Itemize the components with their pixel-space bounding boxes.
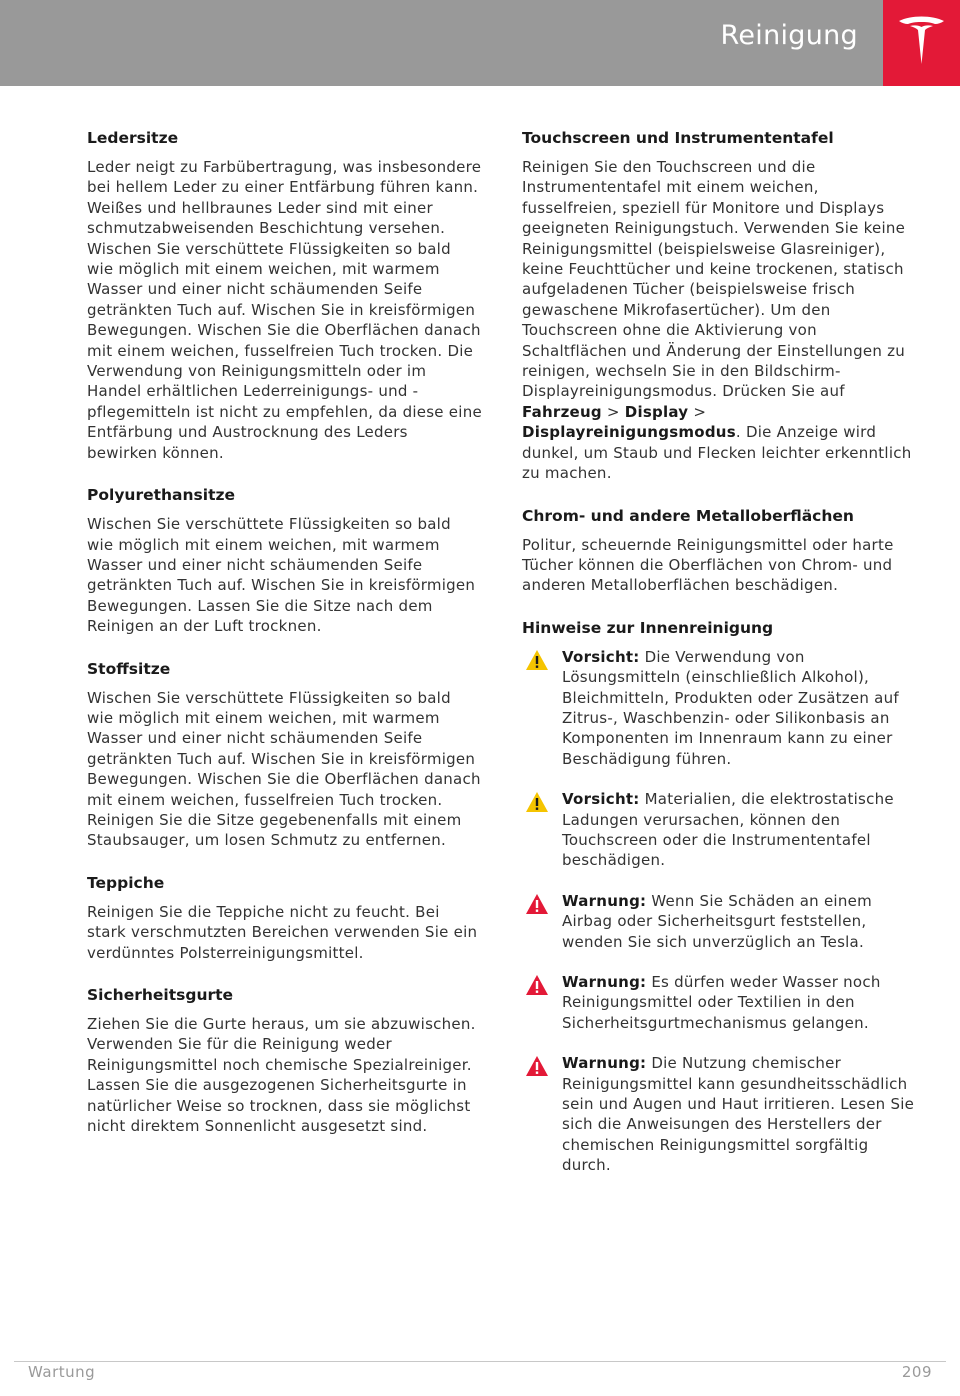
note-text bbox=[562, 789, 917, 871]
note-text bbox=[562, 972, 917, 1033]
heading-polyurethane-seats: Polyurethansitze bbox=[87, 486, 236, 505]
footer-divider bbox=[14, 1361, 946, 1362]
text-fabric-seats: Wischen Sie verschüttete Flüssigkeiten so bald wie möglich mit einem weichen, mit warmem Wasser und einer nicht schäumenden Seife getränkten Tuch auf. Wischen Sie in kreisförmigen Bewegungen. Wischen Sie die Oberflächen danach mit einem weichen, fusselfreien Tuch trocken. Reinigen Sie die Sitze gegebenenfalls mit einem Staubsauger, um losen Schmutz zu entfernen. bbox=[87, 688, 481, 850]
note-body: Materialien, die elektrostatische Ladungen verursachen, können den Touchscreen oder die Instrumententafel beschädigen. bbox=[562, 790, 894, 870]
footer-section-name: Wartung bbox=[28, 1363, 96, 1381]
notes-list bbox=[522, 647, 917, 1176]
warning-icon bbox=[525, 893, 549, 915]
brand-logo-box bbox=[883, 0, 960, 86]
menu-path-separator: > bbox=[601, 402, 625, 421]
caution-icon bbox=[525, 791, 549, 813]
text-touchscreen-before: Reinigen Sie den Touchscreen und die Instrumententafel mit einem weichen, fusselfreien, speziell für Monitore und Displays geeigneten Reinigungstuch. Verwenden Sie keine Reinigungsmittel (beispielsweise Glasreiniger), keine Feuchttücher und keine trockenen, statisch aufgeladenen Tücher (beispielsweise frisch gewaschene Mikrofasertücher). Um den Touchscreen ohne die Aktivierung von Schaltflächen und Änderung der Einstellungen zu reinigen, wechseln Sie in den Bildschirm-Displayreinigungsmodus. Drücken Sie auf bbox=[522, 158, 906, 401]
section-carpets bbox=[87, 873, 482, 963]
page-number: 209 bbox=[901, 1363, 932, 1381]
heading-seat-belts: Sicherheitsgurte bbox=[87, 986, 234, 1004]
note-body: Die Verwendung von Lösungsmitteln (einschließlich Alkohol), Bleichmitteln, Produkten oder Zusätzen auf Zitrus-, Waschbenzin- oder Silikonbasis an Komponenten im Innenraum kann zu einer Beschädigung führen. bbox=[562, 647, 899, 768]
heading-leather-seats: Ledersitze bbox=[87, 129, 179, 147]
section-chrome-metal bbox=[522, 506, 917, 596]
text-touchscreen-after: . Die Anzeige wird dunkel, um Staub und Flecken leichter erkenntlich zu machen. bbox=[522, 423, 912, 483]
text-chrome-metal: Politur, scheuernde Reinigungsmittel oder harte Tücher können die Oberflächen von Chrom- und anderen Metalloberflächen beschädigen. bbox=[522, 535, 894, 595]
note-label: Vorsicht: bbox=[562, 790, 640, 809]
heading-chrome-metal: Chrom- und andere Metalloberflächen bbox=[522, 506, 854, 525]
text-leather-seats: Leder neigt zu Farbübertragung, was insbesondere bei hellem Leder zu einer Entfärbung führen kann. Weißes und hellbraunes Leder sind mit einer schmutzabweisenden Beschichtung versehen. Wischen Sie verschüttete Flüssigkeiten so bald wie möglich mit einem weichen, mit warmem Wasser und einer nicht schäumenden Seife getränkten Tuch auf. Wischen Sie in kreisförmigen Bewegungen. Wischen Sie die Oberflächen danach mit einem weichen, fusselfreien Tuch trocken. Die Verwendung von Reinigungsmitteln oder im Handel erhältlichen Lederreinigungs- und -pflegemitteln ist nicht zu empfehlen, da diese eine Entfärbung und Austrocknung des Leders bewirken können. bbox=[87, 158, 482, 462]
heading-touchscreen: Touchscreen und Instrumententafel bbox=[522, 129, 834, 147]
section-touchscreen bbox=[522, 128, 917, 484]
heading-fabric-seats: Stoffsitze bbox=[87, 659, 171, 678]
note-label: Warnung: bbox=[562, 973, 647, 991]
note-label: Warnung: bbox=[562, 891, 647, 910]
menu-path-display: Display bbox=[624, 402, 689, 421]
text-seat-belts: Ziehen Sie die Gurte heraus, um sie abzuwischen. Verwenden Sie für die Reinigung weder Reinigungsmittel noch chemische Spezialreiniger. Lassen Sie die ausgezogenen Sicherheitsgurte in natürlicher Weise so trocknen, dass sie möglichst nicht direktem Sonnenlicht ausgesetzt sind. bbox=[87, 1015, 476, 1136]
note-body: Es dürfen weder Wasser noch Reinigungsmittel oder Textilien in den Sicherheitsgurtmechanismus gelangen. bbox=[562, 973, 881, 1032]
section-seat-belts bbox=[87, 985, 482, 1136]
caution-note bbox=[522, 789, 917, 871]
warning-icon bbox=[525, 974, 549, 996]
caution-icon bbox=[525, 649, 549, 671]
note-text bbox=[562, 891, 917, 952]
tesla-logo-icon bbox=[897, 14, 946, 70]
menu-path-cleaning-mode: Displayreinigungsmodus bbox=[522, 423, 736, 442]
menu-path-separator: > bbox=[688, 402, 707, 421]
note-label: Warnung: bbox=[562, 1054, 647, 1073]
right-column bbox=[522, 128, 917, 1196]
section-interior-notes bbox=[522, 618, 917, 1176]
caution-note bbox=[522, 647, 917, 769]
page-title: Reinigung bbox=[720, 20, 858, 51]
heading-interior-notes: Hinweise zur Innenreinigung bbox=[522, 618, 774, 637]
heading-carpets: Teppiche bbox=[87, 873, 165, 892]
warning-note bbox=[522, 1053, 917, 1175]
menu-path-vehicle: Fahrzeug bbox=[522, 402, 602, 421]
note-text bbox=[562, 647, 917, 769]
note-text bbox=[562, 1053, 917, 1175]
warning-note bbox=[522, 972, 917, 1033]
note-label: Vorsicht: bbox=[562, 647, 640, 666]
note-body: Wenn Sie Schäden an einem Airbag oder Sicherheitsgurt feststellen, wenden Sie sich unverzüglich an Tesla. bbox=[562, 891, 872, 951]
warning-note bbox=[522, 891, 917, 952]
left-column bbox=[87, 128, 482, 1158]
page-header bbox=[0, 0, 960, 86]
section-fabric-seats bbox=[87, 659, 482, 851]
section-leather-seats bbox=[87, 128, 482, 463]
text-touchscreen bbox=[522, 157, 917, 484]
note-body: Die Nutzung chemischer Reinigungsmittel kann gesundheitsschädlich sein und Augen und Haut irritieren. Lesen Sie sich die Anweisungen des Herstellers der chemischen Reinigungsmittel sorgfältig durch. bbox=[562, 1054, 915, 1175]
section-polyurethane-seats bbox=[87, 485, 482, 636]
text-polyurethane-seats: Wischen Sie verschüttete Flüssigkeiten so bald wie möglich mit einem weichen, mit warmem Wasser und einer nicht schäumenden Seife getränkten Tuch auf. Wischen Sie in kreisförmigen Bewegungen. Lassen Sie die Sitze nach dem Reinigen an der Luft trocknen. bbox=[87, 515, 476, 636]
text-carpets: Reinigen Sie die Teppiche nicht zu feucht. Bei stark verschmutzten Bereichen verwenden Sie ein verdünntes Polsterreinigungsmittel. bbox=[87, 902, 478, 962]
warning-icon bbox=[525, 1055, 549, 1077]
